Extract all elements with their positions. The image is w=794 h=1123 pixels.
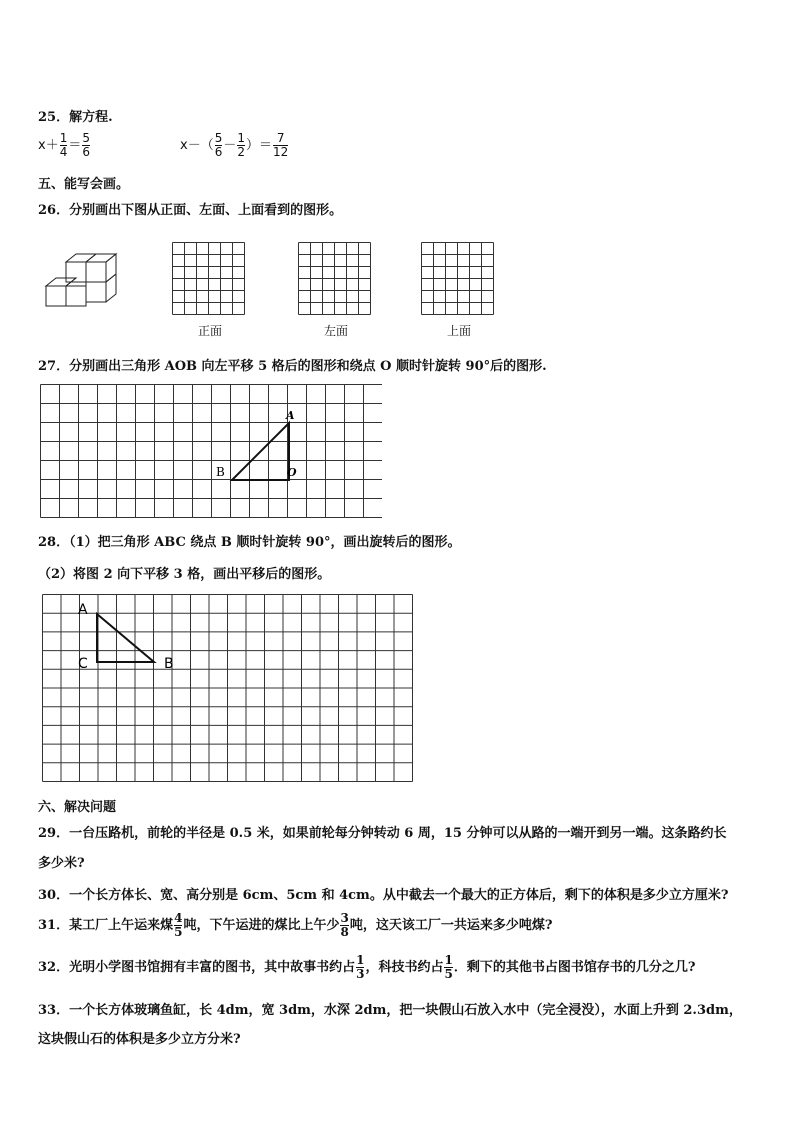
front-view-grid[interactable] (172, 242, 248, 318)
q27-grid[interactable] (40, 384, 382, 518)
q27-title: 27．分别画出三角形 AOB 向左平移 5 格后的图形和绕点 O 顺时针旋转 90°后的图形. (38, 359, 547, 374)
triangle-abc (97, 614, 154, 662)
q32-text: 32．光明小学图书馆拥有丰富的图书，其中故事书约占 $\frac{1}{3}$ ，科技书约占 $\frac{1}{5}$ ．剩下的其他书占图书馆存书的几分之几? (38, 953, 696, 981)
q28-part2: （2）将图 2 向下平移 3 格，画出平移后的图形。 (38, 567, 331, 582)
point-o-label: O (287, 466, 297, 479)
q25-title: 25．解方程. (38, 110, 113, 125)
q33-line2: 这块假山石的体积是多少立方分米? (38, 1032, 241, 1047)
q31-text: 31．某工厂上午运来煤 $\frac{4}{5}$ 吨，下午运进的煤比上午少 $\frac{3}{8}$ 吨，这天该工厂一共运来多少吨煤? (38, 911, 553, 939)
point-b-label: B (216, 465, 225, 479)
q29-line2: 多少米? (38, 856, 85, 871)
section-6-heading: 六、解决问题 (38, 800, 117, 815)
point-a-label: A (286, 409, 295, 422)
q29-line1: 29．一台压路机，前轮的半径是 0.5 米，如果前轮每分钟转动 6 周，15 分钟可以从路的一端开到另一端。这条路约长 (38, 826, 727, 841)
point-a-label: A (78, 602, 88, 618)
q28-part1: 28．（1）把三角形 ABC 绕点 B 顺时针旋转 90°，画出旋转后的图形。 (38, 535, 461, 550)
q30-text: 30．一个长方体长、宽、高分别是 6cm、5cm 和 4cm。从中截去一个最大的正方体后，剩下的体积是多少立方厘米? (38, 888, 729, 903)
point-b-label: B (164, 656, 174, 672)
left-view-grid[interactable] (298, 242, 374, 318)
left-view-caption: 左面 (324, 324, 349, 338)
section-5-heading: 五、能写会画。 (38, 177, 130, 192)
triangle-aob (232, 423, 289, 480)
q25-equation-2: x－（ $\frac{5}{6}$ － $\frac{1}{2}$ ）＝ $\frac{7}{12}$ (180, 131, 289, 159)
point-c-label: C (78, 656, 88, 672)
front-view-caption: 正面 (198, 324, 223, 338)
top-view-grid[interactable] (421, 242, 497, 318)
q33-line1: 33．一个长方体玻璃鱼缸，长 4dm，宽 3dm，水深 2dm，把一块假山石放入水中（完全浸没），水面上升到 2.3dm， (38, 1003, 742, 1018)
q28-grid[interactable] (42, 594, 416, 784)
cube-stack-figure (42, 240, 134, 312)
top-view-caption: 上面 (447, 324, 472, 338)
q25-equation-1: x＋ $\frac{1}{4}$ ＝ $\frac{5}{6}$ (38, 131, 90, 159)
q26-title: 26．分别画出下图从正面、左面、上面看到的图形。 (38, 203, 343, 218)
